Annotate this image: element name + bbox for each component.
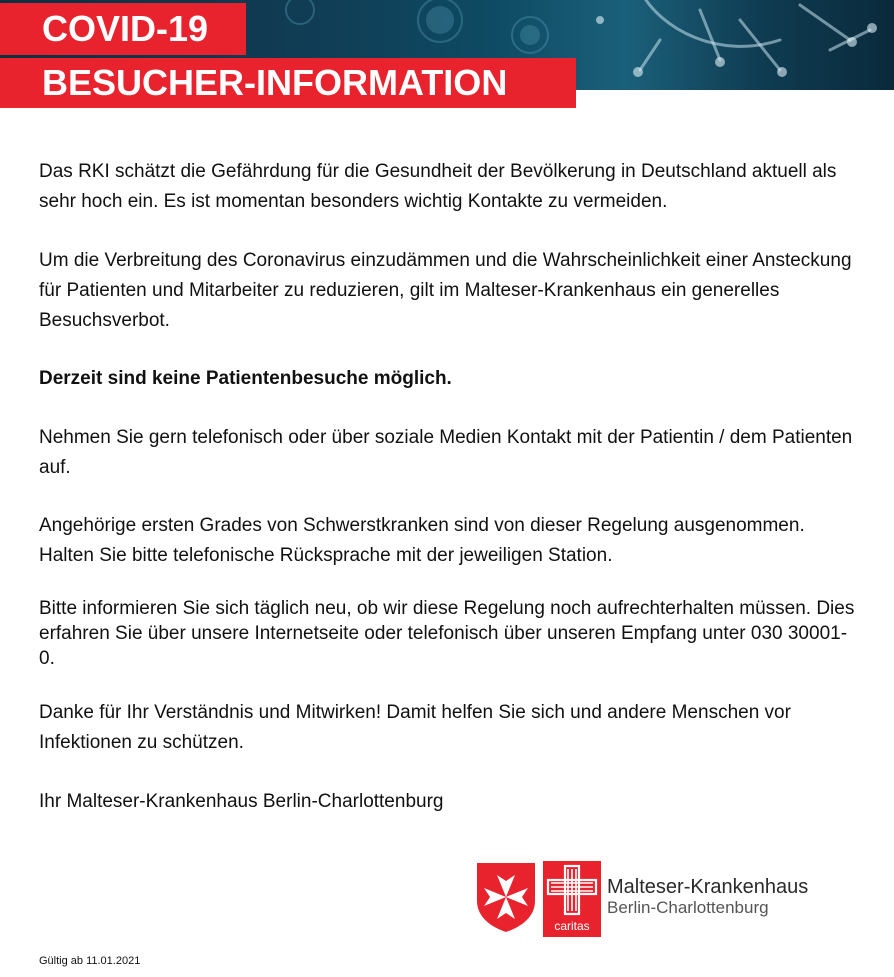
hospital-location: Berlin-Charlottenburg: [607, 898, 769, 917]
title-covid: COVID-19: [0, 3, 246, 55]
title-visitor-information: BESUCHER-INFORMATION: [0, 58, 576, 108]
paragraph-contact: Nehmen Sie gern telefonisch oder über soziale Medien Kontakt mit der Patientin / dem Patienten auf.: [39, 427, 853, 478]
validity-date: Gültig ab 11.01.2021: [39, 955, 141, 967]
paragraph-visit-ban: Um die Verbreitung des Coronavirus einzudämmen und die Wahrscheinlichkeit einer Ansteckung für Patienten und Mitarbeiter zu reduzieren, gilt im Malteser-Krankenhaus ein generelles Besuchsverbot.: [39, 250, 852, 331]
paragraph-rki-risk: Das RKI schätzt die Gefährdung für die Gesundheit der Bevölkerung in Deutschland aktuell als sehr hoch ein. Es ist momentan besonders wichtig Kontakte zu vermeiden.: [39, 161, 837, 212]
hospital-name: Malteser-Krankenhaus: [607, 876, 809, 898]
paragraph-thanks: Danke für Ihr Verständnis und Mitwirken! Damit helfen Sie sich und andere Menschen vor Infektionen zu schützen.: [39, 702, 791, 753]
caritas-label: caritas: [554, 919, 590, 933]
paragraph-daily-info: Bitte informieren Sie sich täglich neu, ob wir diese Regelung noch aufrechterhalten müssen. Dies erfahren Sie über unsere Internetseite oder telefonisch über unseren Empfang unter 030 30001-0.: [39, 598, 855, 669]
maltese-cross-icon: [473, 861, 539, 933]
caritas-logo: [543, 861, 601, 937]
signature: Ihr Malteser-Krankenhaus Berlin-Charlottenburg: [39, 791, 444, 812]
paragraph-no-visits: Derzeit sind keine Patientenbesuche möglich.: [39, 368, 452, 389]
hospital-logo: [473, 861, 833, 937]
paragraph-exception: Angehörige ersten Grades von Schwerstkranken sind von dieser Regelung ausgenommen. Halten Sie bitte telefonische Rücksprache mit der jeweiligen Station.: [39, 515, 805, 566]
